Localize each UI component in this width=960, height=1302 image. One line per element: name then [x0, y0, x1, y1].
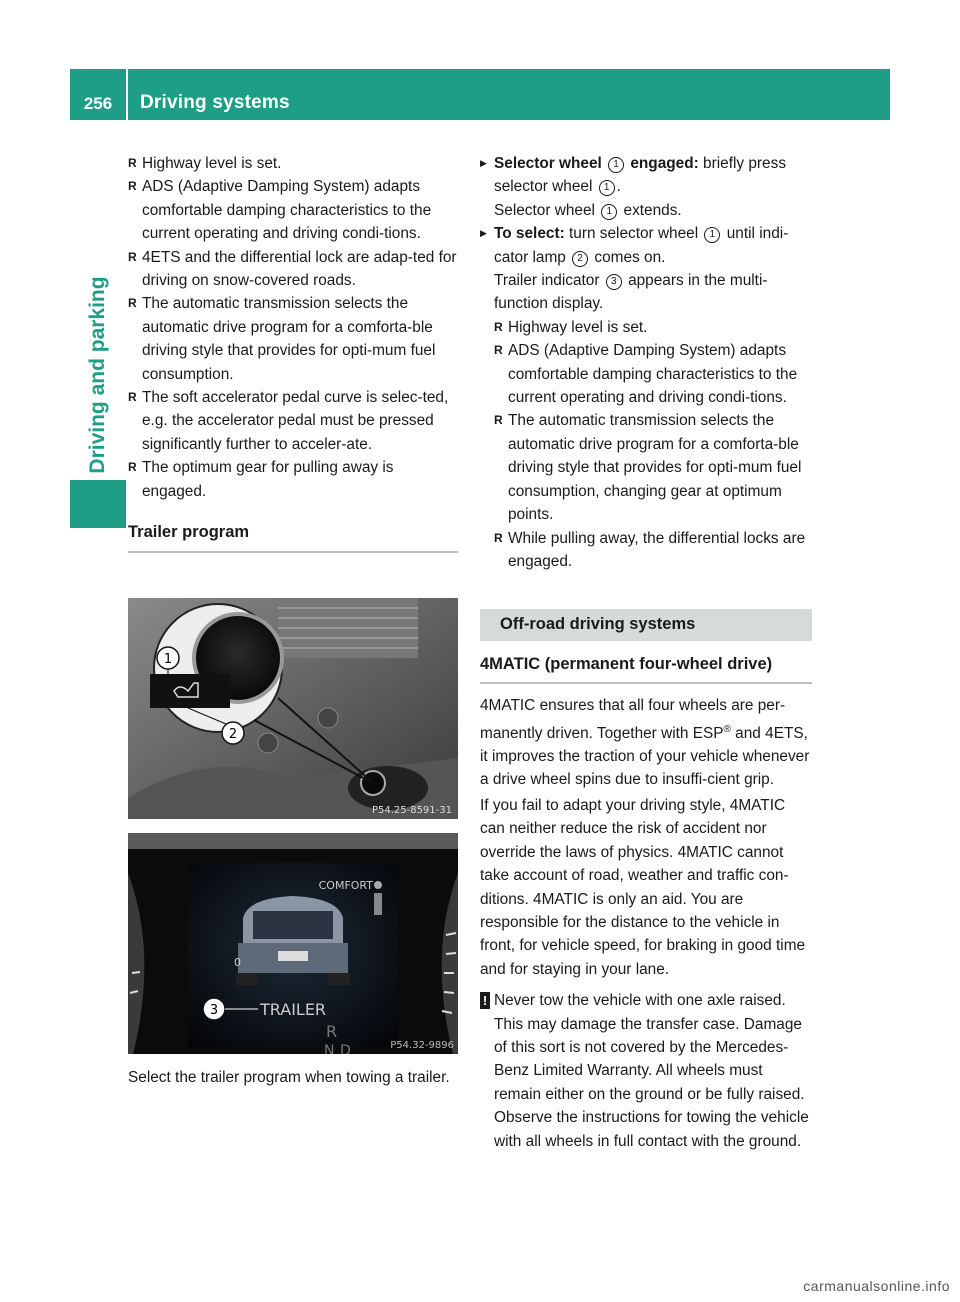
callout-ref-1: 1: [601, 204, 617, 220]
callout-ref-1: 1: [608, 157, 624, 173]
list-item: R 4ETS and the differential lock are adap-ted for driving on snow-covered roads.: [128, 246, 458, 293]
step-text: .: [616, 178, 621, 196]
section-title-offroad: Off-road driving systems: [480, 609, 812, 640]
callout-ref-1: 1: [599, 180, 615, 196]
step-item: [480, 222, 812, 316]
page-title: Driving systems: [140, 92, 290, 113]
cluster-photo: [128, 833, 458, 1054]
display-gear-r: R: [326, 1022, 338, 1041]
list-item: R ADS (Adaptive Damping System) adapts comfortable damping characteristics to the current operating and driving condi-tions.: [128, 175, 458, 245]
callout-ref-2: 2: [572, 251, 588, 267]
side-tab-label: Driving and parking: [86, 276, 109, 474]
header-separator: [126, 69, 128, 120]
step-text: extends.: [623, 201, 682, 219]
paragraph-text: and 4ETS, it improves the traction of your vehicle whenever a drive wheel spins due to insuffi-cient grip.: [480, 724, 810, 789]
section-heading-trailer: Trailer program: [128, 521, 458, 552]
registered-mark: ®: [723, 723, 731, 735]
list-item: R While pulling away, the differential locks are engaged.: [494, 527, 812, 574]
display-zero: 0: [234, 956, 241, 969]
callout-ref-1: 1: [704, 227, 720, 243]
callout-1: 1: [163, 652, 173, 667]
step-text: comes on.: [594, 248, 666, 266]
display-trailer: TRAILER: [260, 1000, 327, 1019]
list-item: R The automatic transmission selects the automatic drive program for a comforta-ble driving style that provides for opti-mum fuel consumption, changing gear at optimum points.: [494, 409, 812, 526]
image-code-2: P54.32-9896: [390, 1040, 454, 1051]
step-text: appears in the multi-function display.: [494, 272, 768, 313]
left-column: [128, 152, 458, 563]
side-tab-marker: [70, 480, 126, 528]
list-item: R The optimum gear for pulling away is engaged.: [128, 456, 458, 503]
step-label-suffix: engaged:: [630, 155, 699, 172]
step-text: briefly press selector wheel: [494, 155, 787, 196]
right-column: [480, 152, 812, 1153]
list-item: R The soft accelerator pedal curve is selec-ted, e.g. the accelerator pedal must be pressed significantly further to acceler-ate.: [128, 386, 458, 456]
callout-3: 3: [209, 1003, 219, 1018]
paragraph: [480, 694, 812, 792]
display-gear-n: N: [324, 1043, 335, 1054]
paragraph-text: 4MATIC ensures that all four wheels are per-manently driven. Together with ESP: [480, 697, 786, 742]
list-item: R Highway level is set.: [128, 152, 458, 175]
step-text: turn selector wheel: [568, 225, 699, 243]
watermark: carmanualsonline.info: [803, 1278, 950, 1294]
paragraph: If you fail to adapt your driving style, 4MATIC can neither reduce the risk of accident nor override the laws of physics. 4MATIC cannot take account of road, weather and traffic con-ditions. 4MATIC is only an aid. You are responsible for the distance to the vehicle in front, for vehicle speed, for braking in good time and for staying in your lane.: [480, 796, 806, 978]
list-item: R The automatic transmission selects the automatic drive program for a comforta-ble driving style that provides for opti-mum fuel consumption.: [128, 292, 458, 386]
warning-note: [480, 989, 812, 1153]
page-number: 256: [83, 94, 113, 113]
display-gear-d: D: [340, 1043, 351, 1054]
step-item: [480, 152, 812, 222]
image-caption: Select the trailer program when towing a trailer.: [128, 1069, 450, 1086]
display-comfort: COMFORT: [318, 879, 373, 892]
list-item: R ADS (Adaptive Damping System) adapts comfortable damping characteristics to the current operating and driving condi-tions.: [494, 339, 812, 409]
cluster-illustration: [128, 833, 458, 1054]
section-heading-4matic: 4MATIC (permanent four-wheel drive): [480, 653, 812, 684]
list-item: R Highway level is set.: [494, 316, 812, 339]
console-photo: [128, 598, 458, 819]
step-text: until indi-cator lamp: [494, 225, 789, 266]
warning-text: Never tow the vehicle with one axle raised. This may damage the transfer case. Damage of this sort is not covered by the Mercedes-Benz Limited Warranty. All wheels must remain either on the ground or be fully raised. Observe the instructions for towing the vehicle with all wheels in full contact with the ground.: [494, 992, 809, 1150]
step-text: Trailer indicator: [494, 272, 600, 290]
sub-list: [480, 316, 812, 573]
console-illustration: [128, 598, 458, 819]
step-label: To select:: [494, 225, 565, 243]
callout-2: 2: [228, 727, 238, 742]
image-code-1: P54.25-8591-31: [371, 805, 452, 816]
step-text: Selector wheel: [494, 201, 595, 219]
step-label: Selector wheel: [494, 155, 602, 172]
callout-ref-3: 3: [606, 274, 622, 290]
warning-icon: !: [480, 992, 490, 1009]
